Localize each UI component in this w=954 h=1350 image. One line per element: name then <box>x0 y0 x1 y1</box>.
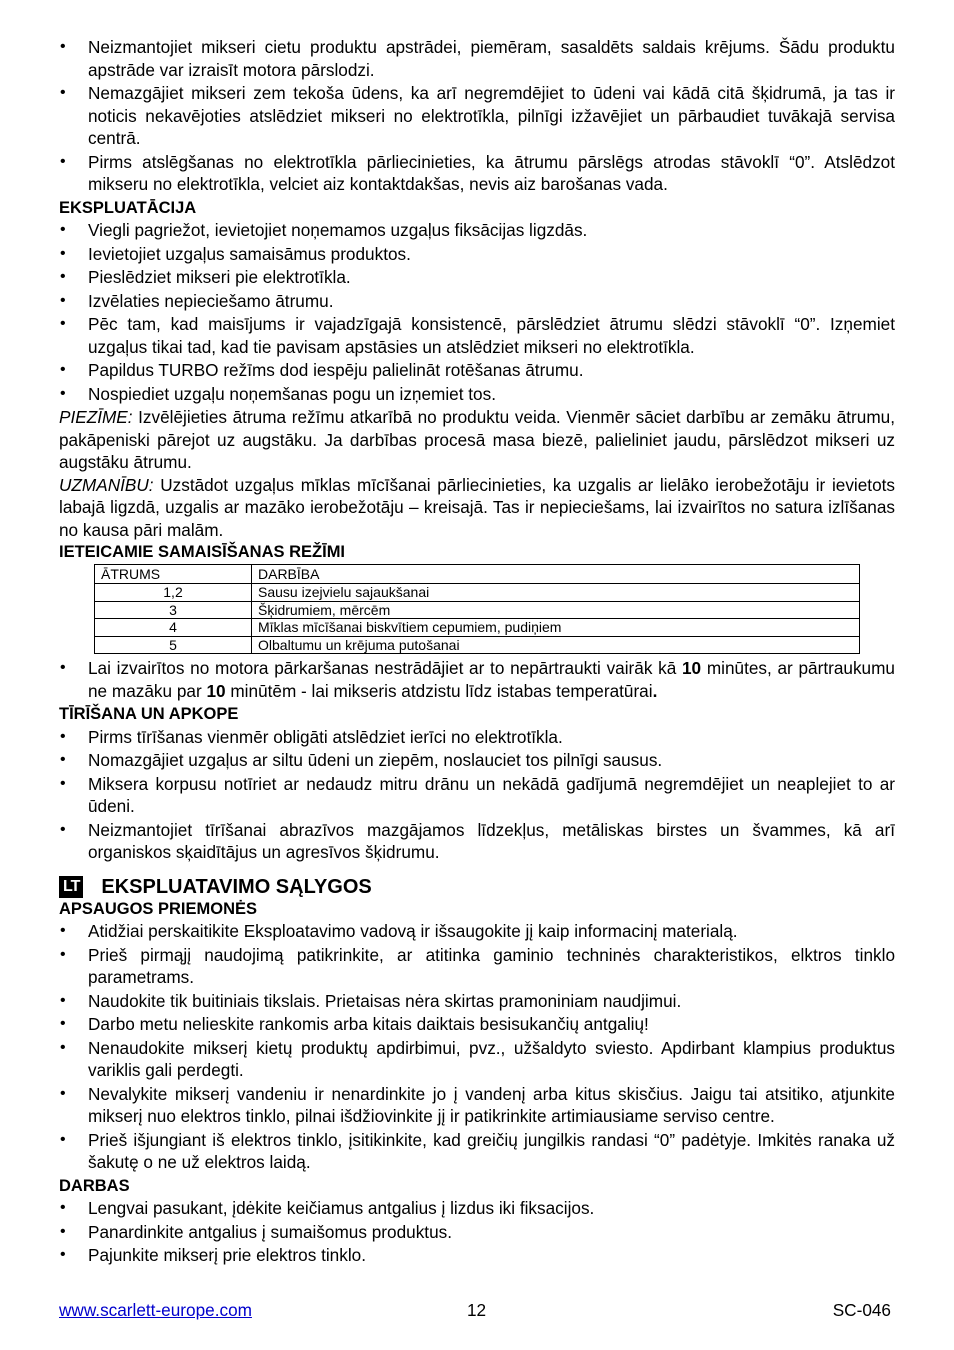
column-header-speed: ĀTRUMS <box>95 564 252 584</box>
note-paragraph <box>59 406 895 474</box>
list-item: • Lengvai pasukant, įdėkite keičiamus antgalius į lizdus iki fiksacijos. <box>59 1197 895 1220</box>
action-cell: Šķidrumiem, mērcēm <box>252 601 860 619</box>
list-item: • Neizmantojiet tīrīšanai abrazīvos mazgājamos līdzekļus, metāliskas birstes un švammes, kā arī organiskos sķaidītājus un agresīvos šķidrumu. <box>59 819 895 864</box>
overheat-text: Lai izvairītos no motora pārkaršanas nestrādājiet ar to nepārtraukti vairāk kā <box>88 658 682 678</box>
model-number: SC-046 <box>832 1300 891 1320</box>
speed-cell: 3 <box>95 601 252 619</box>
list-item: • Darbo metu nelieskite rankomis arba kitais daiktais besisukančių antgalių! <box>59 1013 895 1036</box>
speed-cell: 4 <box>95 619 252 637</box>
warning-label: UZMANĪBU: <box>59 474 154 495</box>
table-row <box>95 584 860 602</box>
list-item: • Nomazgājiet uzgaļus ar siltu ūdeni un ziepēm, noslauciet tos pilnīgi sausus. <box>59 749 895 772</box>
list-item: • Papildus TURBO režīms dod iespēju palielināt rotēšanas ātrumu. <box>59 359 895 382</box>
work-heading: DARBAS <box>59 1176 130 1195</box>
list-item: • Neizmantojiet mikseri cietu produktu apstrādei, piemēram, sasaldēts saldais krējums. Šādu produktu apstrāde var izraisīt motora pārslodzi. <box>59 36 895 81</box>
action-cell: Olbaltumu un krējuma putošanai <box>252 636 860 654</box>
pause-minutes: 10 <box>206 680 226 701</box>
overheat-list <box>59 657 895 702</box>
overheat-minutes: 10 <box>682 658 702 678</box>
list-item: • Pajunkite mikserį prie elektros tinklo. <box>59 1244 895 1267</box>
list-item: • Naudokite tik buitiniais tikslais. Prietaisas nėra skirtas pramoniniam naudjimui. <box>59 990 895 1013</box>
overheat-period: . <box>652 680 658 701</box>
page-number: 12 <box>467 1300 487 1320</box>
list-item: • Panardinkite antgalius į sumaišomus produktus. <box>59 1221 895 1244</box>
operation-list <box>59 219 895 405</box>
lv-intro-list <box>59 36 895 196</box>
list-item: • Prieš išjungiant iš elektros tinklo, įsitikinkite, kad greičių jungilkis randasi “0” padėtyje. Imkitės ranaka už šakutę o ne už elektros laidą. <box>59 1129 895 1174</box>
warning-text: Uzstādot uzgaļus mīklas mīcīšanai pārliecinieties, ka uzgalis ar lielāko ierobežotāju ir ievietots labajā ligzdā, uzgalis ar mazāko ierobežotāju – kreisajā. Tas ir nepieciešams, lai izvairītos no satura izlīšanas no kausa pāri malām. <box>59 474 895 540</box>
cleaning-list <box>59 726 895 864</box>
note-label: PIEZĪME: <box>59 407 133 427</box>
table-row <box>95 601 860 619</box>
safety-heading: APSAUGOS PRIEMONĖS <box>59 899 258 918</box>
list-item: • Pirms atslēgšanas no elektrotīkla pārliecinieties, ka ātrumu pārslēgs atrodas stāvoklī “0”. Atslēdzot mikseru no elektrotīkla, velciet aiz kontaktdakšas, nevis aiz barošanas vada. <box>59 151 895 196</box>
warning-paragraph <box>59 474 895 542</box>
document-page <box>59 36 895 1268</box>
operation-heading: EKSPLUATĀCIJA <box>59 198 197 217</box>
modes-heading: IETEICAMIE SAMAISĪŠANAS REŽĪMI <box>59 543 346 561</box>
list-item: • Ievietojiet uzgaļus samaisāmus produktos. <box>59 243 895 266</box>
cleaning-heading: TĪRĪŠANA UN APKOPE <box>59 705 239 723</box>
table-row <box>95 619 860 637</box>
table-header-row <box>95 564 860 584</box>
speed-cell: 5 <box>95 636 252 654</box>
list-item: • Viegli pagriežot, ievietojiet noņemamos uzgaļus fiksācijas ligzdās. <box>59 219 895 242</box>
column-header-action: DARBĪBA <box>252 564 860 584</box>
overheat-text: minūtes, ar pārtraukumu ne mazāku par <box>88 658 895 701</box>
list-item: • Nemazgājiet mikseri zem tekoša ūdens, ka arī negremdējiet to ūdeni vai kādā citā šķidrumā, ja tas ir noticis nekavējoties atslēdziet mikseri no elektrotīkla, pilnīgi izžavējiet un pārbaudiet tuvākajā servisa centrā. <box>59 82 895 150</box>
lt-section-title <box>59 876 895 898</box>
list-item: • Pēc tam, kad maisījums ir vajadzīgajā konsistencē, pārslēdziet ātrumu slēdzi stāvoklī “0”. Izņemiet uzgaļus tikai tad, kad tie pavisam apstāsies un atslēdziet mikseri no elektrotīkla. <box>59 313 895 358</box>
list-item: • Miksera korpusu notīriet ar nedaudz mitru drānu un nekādā gadījumā negremdējiet un neaplejiet to ar ūdeni. <box>59 773 895 818</box>
website-link[interactable]: www.scarlett-europe.com <box>59 1300 252 1320</box>
list-item: • Nevalykite mikserį vandeniu ir nenardinkite jo į vandenį arba kitus skisčius. Jaigu tai atsitiko, atjunkite mikserį nuo elektros tinklo, pilnai išdžiovinkite jį ir patikrinkite artimiausiame serviso centre. <box>59 1083 895 1128</box>
list-item <box>59 657 895 702</box>
page-footer <box>59 1300 895 1322</box>
overheat-text: minūtēm - lai mikseris atdzistu līdz istabas temperatūrai <box>225 680 653 701</box>
list-item: • Atidžiai perskaitikite Eksploatavimo vadovą ir išsaugokite jį kaip informacinį materialą. <box>59 920 895 943</box>
action-cell: Mīklas mīcīšanai biskvītiem cepumiem, pudiņiem <box>252 619 860 637</box>
section-title: EKSPLUATAVIMO SĄLYGOS <box>101 875 372 898</box>
note-text: Izvēlējieties ātruma režīmu atkarībā no produktu veida. Vienmēr sāciet darbību ar zemāku ātrumu, pakāpeniski pārejot uz augstāku. Ja darbības procesā masa biezē, palieliniet jaudu, pārslēdzot mikseri uz augstāku ātrumu. <box>59 407 895 472</box>
list-item: • Nospiediet uzgaļu noņemšanas pogu un izņemiet tos. <box>59 383 895 406</box>
list-item: • Pieslēdziet mikseri pie elektrotīkla. <box>59 266 895 289</box>
work-list <box>59 1197 895 1267</box>
speed-modes-table <box>94 564 860 655</box>
action-cell: Sausu izejvielu sajaukšanai <box>252 584 860 602</box>
table-row <box>95 636 860 654</box>
list-item: • Prieš pirmąjį naudojimą patikrinkite, ar atitinka gaminio techninės charakteristikos, elktros tinklo parametrams. <box>59 944 895 989</box>
speed-cell: 1,2 <box>95 584 252 602</box>
list-item: • Nenaudokite mikserį kietų produktų apdirbimui, pvz., užšaldyto sviesto. Apdirbant klampius produktus variklis gali perdegti. <box>59 1037 895 1082</box>
list-item: • Pirms tīrīšanas vienmēr obligāti atslēdziet ierīci no elektrotīkla. <box>59 726 895 749</box>
list-item: • Izvēlaties nepieciešamo ātrumu. <box>59 290 895 313</box>
language-badge: LT <box>59 876 83 898</box>
safety-list <box>59 920 895 1174</box>
